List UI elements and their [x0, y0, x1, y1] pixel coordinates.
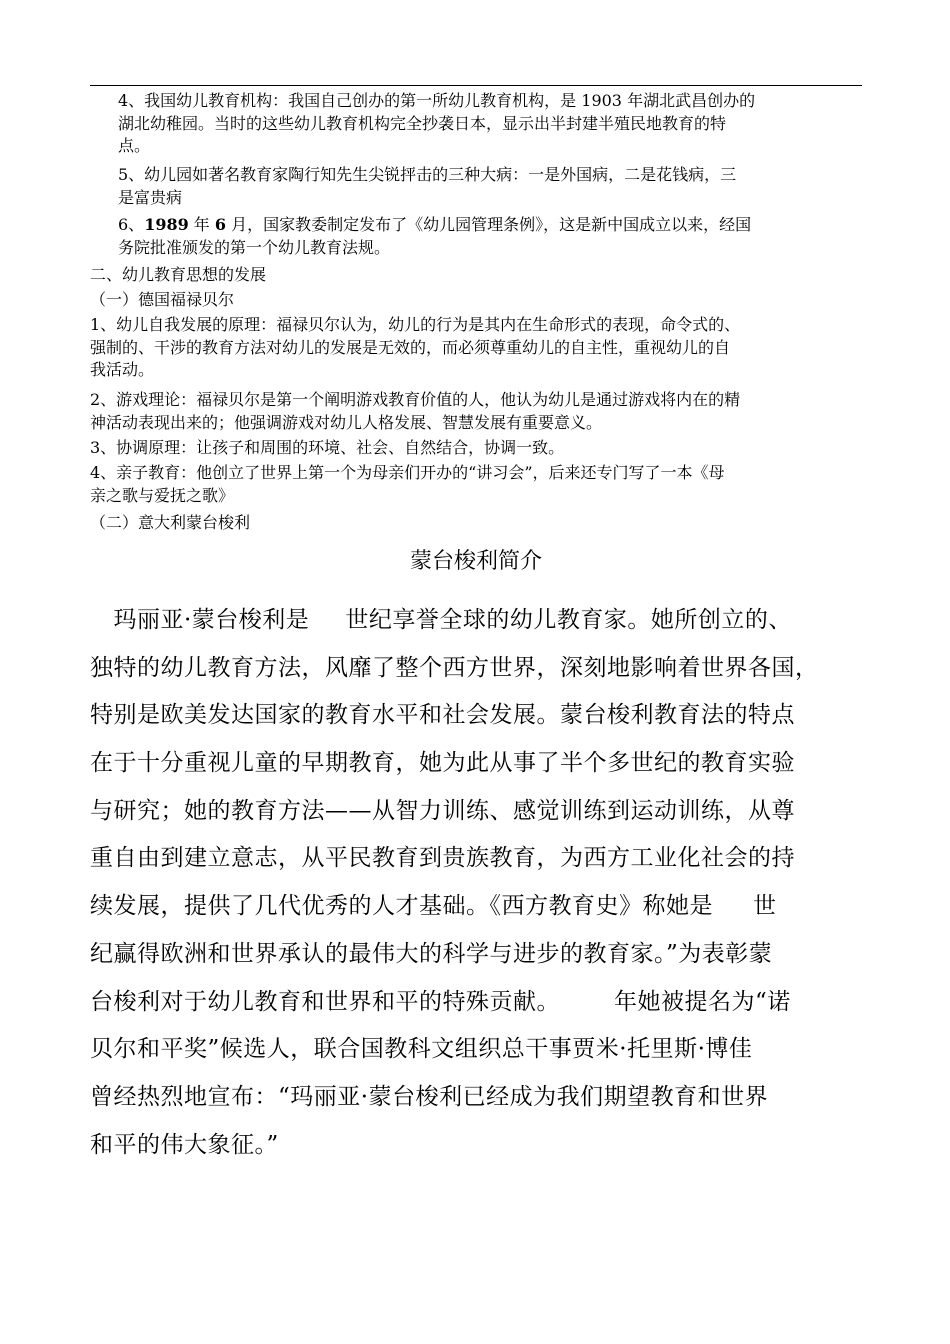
list-item-line: 5、幼儿园如著名教育家陶行知先生尖锐抨击的三种大病：一是外国病，二是花钱病，三	[118, 165, 737, 184]
point-3: 3、协调原理：让孩子和周围的环境、社会、自然结合，协调一致。	[90, 438, 565, 457]
essay-line: 与研究；她的教育方法——从智力训练、感觉训练到运动训练，从尊	[90, 797, 795, 824]
list-item-6	[118, 214, 876, 259]
essay-title: 蒙台梭利简介	[409, 549, 542, 574]
list-item-line: 4、我国幼儿教育机构：我国自己创办的第一所幼儿教育机构，是 1903 年湖北武昌创办的	[118, 91, 756, 110]
essay-line: 独特的幼儿教育方法，风靡了整个西方世界，深刻地影响着世界各国，	[90, 654, 819, 681]
essay-line: 台梭利对于幼儿教育和世界和平的特殊贡献。 年她被提名为“诺	[90, 988, 791, 1015]
list-item-4	[118, 90, 876, 158]
essay-line: 重自由到建立意志，从平民教育到贵族教育，为西方工业化社会的持	[90, 845, 795, 872]
list-item-line: 6、1989 年 6 月，国家教委制定发布了《幼儿园管理条例》，这是新中国成立以来，经国	[118, 215, 752, 234]
essay-line: 在于十分重视儿童的早期教育，她为此从事了半个多世纪的教育实验	[90, 750, 795, 777]
point-4: 4、亲子教育：他创立了世界上第一个为母亲们开办的“讲习会”，后来还专门写了一本《母 亲之歌与爱抚之歌》	[90, 463, 725, 505]
year-text: 1989	[144, 215, 189, 234]
point-2: 2、游戏理论：福禄贝尔是第一个阐明游戏教育价值的人，他认为幼儿是通过游戏将内在的精 神活动表现出来的；他强调游戏对幼儿人格发展、智慧发展有重要意义。	[90, 390, 741, 432]
essay-line: 贝尔和平奖”候选人，联合国教科文组织总干事贾米·托里斯·博佳	[90, 1036, 753, 1063]
list-item-line: 务院批准颁发的第一个幼儿教育法规。	[118, 237, 391, 257]
list-item-line: 湖北幼稚园。当时的这些幼儿教育机构完全抄袭日本，显示出半封建半殖民地教育的特	[118, 113, 727, 133]
essay-line: 玛丽亚·蒙台梭利是 世纪享誉全球的幼儿教育家。她所创立的、	[90, 607, 792, 633]
subsection-heading-montessori: （二）意大利蒙台梭利	[90, 513, 251, 532]
essay-line: 和平的伟大象征。”	[90, 1131, 279, 1158]
month-text: 6	[214, 215, 227, 234]
essay-line: 续发展，提供了几代优秀的人才基础。《西方教育史》称她是 世	[90, 893, 777, 920]
essay-line: 曾经热烈地宣布：“玛丽亚·蒙台梭利已经成为我们期望教育和世界	[90, 1083, 769, 1110]
subsection-heading-froebel: （一）德国福禄贝尔	[90, 290, 235, 309]
list-item-line: 点。	[118, 136, 151, 155]
list-item-5	[118, 164, 876, 209]
list-item-line: 是富贵病	[118, 187, 183, 207]
essay-line: 特别是欧美发达国家的教育水平和社会发展。蒙台梭利教育法的特点	[90, 702, 795, 729]
point-1: 1、幼儿自我发展的原理：福禄贝尔认为，幼儿的行为是其内在生命形式的表现，命令式的、 强制的、干涉的教育方法对幼儿的发展是无效的，而必须尊重幼儿的自主性，重视幼儿的自 我活动。	[90, 315, 741, 379]
essay-line: 纪赢得欧洲和世界承认的最伟大的科学与进步的教育家。”为表彰蒙	[90, 940, 773, 967]
top-rule	[90, 85, 862, 86]
section-heading: 二、幼儿教育思想的发展	[90, 265, 267, 284]
essay-body	[90, 597, 862, 1169]
